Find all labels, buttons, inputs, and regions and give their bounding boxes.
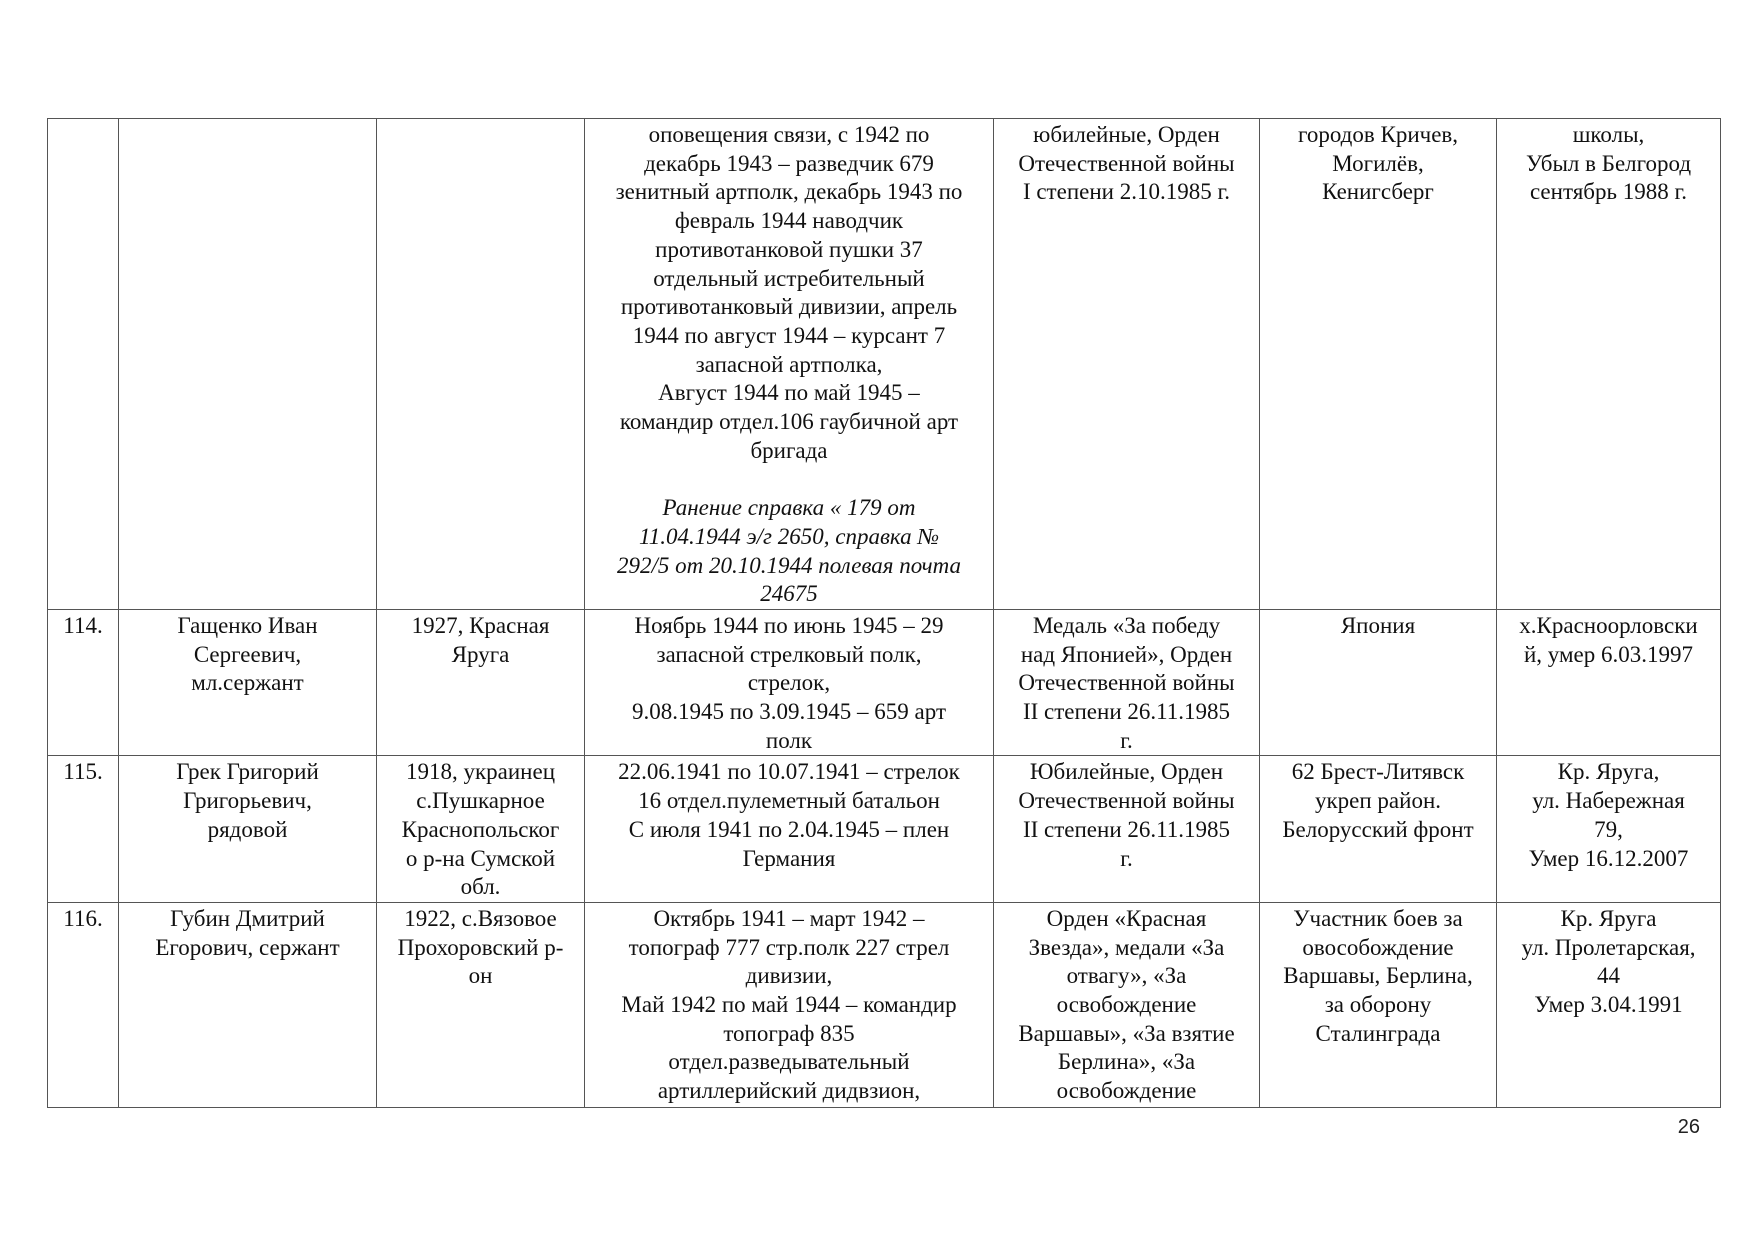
cell-text-line: Кр. Яруга, [1557,759,1660,785]
cell-text-line: над Японией», Орден [1020,641,1233,667]
cell-name-rank [119,119,377,610]
cell-text-line: Губин Дмитрий [170,905,325,931]
cell-name-rank [119,902,377,1107]
cell-name-rank [119,609,377,756]
cell-text-line: овособождение [1302,934,1454,960]
cell-text-line: мл.сержант [191,670,304,696]
cell-text-line: 292/5 от 20.10.1944 полевая почта [616,552,962,578]
cell-awards [994,119,1260,610]
cell-birth [377,609,585,756]
cell-text-line: школы, [1572,122,1645,147]
cell-text-line: Май 1942 по май 1944 – командир [621,992,957,1018]
cell-text-line: г. [1120,845,1133,871]
cell-text-line: 1918, украинец [405,759,556,785]
cell-text-line: за оборону [1324,992,1432,1018]
cell-text-line: Сергеевич, [193,641,302,667]
cell-text-line: II степени 26.11.1985 [1022,699,1231,725]
cell-text-line: Убыл в Белгород [1525,150,1692,176]
cell-fate [1497,119,1721,610]
cell-text-line: Орден «Красная [1046,905,1207,931]
cell-text-line: х.Красноорловски [1519,612,1698,638]
cell-text-line: Краснопольског [401,816,560,842]
cell-text-line: освобождение [1056,992,1197,1018]
cell-text-line: топограф 777 стр.полк 227 стрел [628,934,950,960]
cell-text-line: 62 Брест-Литявск [1291,759,1465,785]
cell-text-line: командир отдел.106 гаубичной арт [619,409,959,435]
table-row [48,902,1721,1107]
cell-text-line: Отечественной войны [1018,670,1235,696]
cell-text-line: 11.04.1944 э/г 2650, справка № [638,523,940,549]
cell-text-line: С июля 1941 по 2.04.1945 – плен [628,816,950,842]
cell-text-line: 115. [63,759,103,785]
cell-text-line: городов Кричев, [1297,122,1459,147]
cell-text-line: 24675 [760,581,818,607]
cell-text-line: Участник боев за [1293,905,1463,931]
cell-text-line: противотанковый дивизии, апрель [620,294,958,320]
cell-text-line: запасной стрелковый полк, [656,641,922,667]
cell-text-line: Белорусский фронт [1282,816,1474,842]
cell-battle-places [1260,609,1497,756]
cell-text-line: Умер 3.04.1991 [1534,992,1683,1018]
cell-text-line: бригада [750,437,828,463]
cell-text-line: декабрь 1943 – разведчик 679 [644,150,934,176]
cell-text-line: сентябрь 1988 г. [1529,179,1688,205]
cell-text-line: зенитный артполк, декабрь 1943 по [615,179,963,205]
cell-text-line: обл. [460,874,501,900]
cell-text-line: артиллерийский дидвзион, [657,1078,921,1104]
cell-text-line: Октябрь 1941 – март 1942 – [653,905,925,931]
cell-fate [1497,902,1721,1107]
cell-text-line: Берлина», «За [1057,1049,1196,1075]
cell-text-line: отдел.разведывательный [668,1049,910,1075]
cell-text-line: оповещения связи, с 1942 по [648,122,930,147]
cell-text-line: юбилейные, Орден [1033,122,1220,147]
cell-text-line: Отечественной войны [1018,150,1235,176]
table-body [48,119,1721,1108]
cell-text-line: 79, [1594,816,1623,842]
cell-service-history [585,756,994,903]
cell-number [48,119,119,610]
cell-text-line: Август 1944 по май 1945 – [658,380,920,406]
cell-text-line: Могилёв, [1332,150,1424,176]
cell-fate [1497,756,1721,903]
cell-text-line: Егорович, сержант [155,934,340,960]
cell-text-line: II степени 26.11.1985 [1022,816,1231,842]
cell-text-line: дивизии, [745,963,833,989]
cell-text-line: рядовой [207,816,288,842]
cell-battle-places [1260,756,1497,903]
cell-text-line: ул. Пролетарская, [1521,934,1696,960]
cell-text-line: ул. Набережная [1532,788,1685,814]
cell-fate [1497,609,1721,756]
cell-text-line: стрелок, [747,670,831,696]
cell-text-line: 114. [63,612,103,638]
cell-service-history [585,119,994,610]
cell-number [48,609,119,756]
cell-name-rank [119,756,377,903]
cell-text-line: Звезда», медали «За [1028,934,1225,960]
cell-text-line: укреп район. [1314,788,1442,814]
cell-text-line: 1922, с.Вязовое [404,905,557,931]
cell-text-line: он [468,963,493,989]
cell-text-line: отдельный истребительный [653,265,925,291]
cell-text-line: 44 [1597,963,1620,989]
table-row [48,756,1721,903]
cell-text-line: с.Пушкарное [416,788,545,814]
veterans-table [47,118,1721,1108]
cell-battle-places [1260,902,1497,1107]
cell-service-history [585,902,994,1107]
cell-text-line: Умер 16.12.2007 [1528,845,1689,871]
cell-number [48,756,119,903]
cell-birth [377,756,585,903]
cell-text-line: 116. [63,905,103,931]
table-row [48,609,1721,756]
cell-awards [994,756,1260,903]
cell-text-line: о р-на Сумской [405,845,556,871]
cell-text-line: г. [1120,727,1133,753]
cell-number [48,902,119,1107]
cell-text-line: противотанковой пушки 37 [655,236,923,262]
cell-text-line: Гащенко Иван [177,612,318,638]
cell-text-line: Ранение справка « 179 от [662,495,916,521]
cell-text-line: Отечественной войны [1018,788,1235,814]
cell-text-line: Ноябрь 1944 по июнь 1945 – 29 [634,612,944,638]
cell-text-line: Грек Григорий [176,759,319,785]
cell-text-line: полк [765,727,813,753]
cell-birth [377,902,585,1107]
cell-text-line: запасной артполка, [695,351,883,377]
cell-text-line: й, умер 6.03.1997 [1523,641,1694,667]
cell-text-line: 16 отдел.пулеметный батальон [638,788,940,814]
cell-text-line: Юбилейные, Орден [1029,759,1224,785]
cell-text-line: Яруга [451,641,510,667]
table-row [48,119,1721,610]
cell-text-line: Япония [1340,612,1416,638]
cell-text-line: Кр. Яруга [1560,905,1657,931]
cell-text-line: 1944 по август 1944 – курсант 7 [632,322,946,348]
cell-text-line: Прохоровский р- [397,934,564,960]
cell-text-line: Медаль «За победу [1032,612,1221,638]
cell-text-line: 9.08.1945 по 3.09.1945 – 659 арт [631,699,946,725]
cell-text-line: 22.06.1941 по 10.07.1941 – стрелок [618,759,960,785]
cell-text-line: I степени 2.10.1985 г. [1022,179,1231,205]
cell-text-line: 1927, Красная [411,612,550,638]
cell-text-line: Кенигсберг [1322,179,1434,205]
cell-text-line: февраль 1944 наводчик [674,208,904,234]
cell-text-line [589,465,989,494]
cell-awards [994,902,1260,1107]
cell-text-line: Германия [742,845,836,871]
cell-awards [994,609,1260,756]
cell-text-line: отвагу», «За [1066,963,1187,989]
page-number: 26 [1677,1116,1700,1138]
cell-text-line: Варшавы», «За взятие [1018,1020,1235,1046]
cell-birth [377,119,585,610]
cell-text-line: топограф 835 [723,1020,855,1046]
cell-text-line: освобождение [1056,1078,1197,1104]
cell-text-line: Варшавы, Берлина, [1283,963,1473,989]
cell-service-history [585,609,994,756]
cell-battle-places [1260,119,1497,610]
cell-text-line: Сталинграда [1315,1020,1441,1046]
cell-text-line: Григорьевич, [183,788,312,814]
